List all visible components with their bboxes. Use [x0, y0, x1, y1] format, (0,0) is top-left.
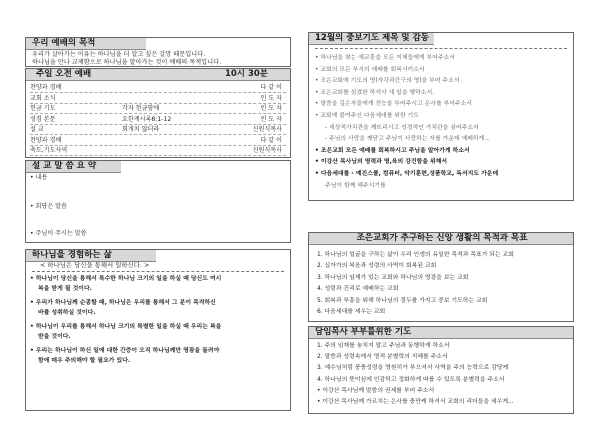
prayer-topic-item — [315, 157, 498, 169]
experience-list — [30, 274, 221, 370]
service-order-row — [30, 136, 286, 146]
service-order-box — [25, 68, 291, 158]
pastor-prayer-item — [317, 397, 514, 408]
bullet-glyph: • — [315, 112, 321, 119]
prayer-topic-text: 조은교회에 기도의 영(자각과간구의 영)을 부어 주소서 — [320, 78, 460, 85]
service-item-label: 찬양과 경배 — [30, 84, 62, 91]
experience-item-text: 바를 성취하실 것이다. — [38, 310, 96, 316]
pastor-prayer-item — [317, 341, 514, 352]
sermon-item-1: • 내용 — [30, 174, 48, 181]
service-item-leader: 인 도 자 — [260, 115, 282, 123]
bullet-glyph: • — [315, 89, 321, 96]
experience-item-line — [30, 274, 221, 284]
bullet-glyph: • — [315, 66, 321, 73]
experience-item-text: 함에 매우 주의해야 할 필요가 있다. — [38, 358, 131, 364]
bullet-glyph: • — [315, 147, 321, 154]
prayer-topic-text: 조은교회를 섬겼한 하석사 새 일을 행하소서. — [320, 89, 435, 96]
service-item-label: 찬양과 경배 — [30, 136, 62, 144]
prayer-topics-title: 12월의 중보기도 제목 및 감동 — [309, 33, 434, 45]
worship-purpose-box — [25, 37, 291, 67]
prayer-topic-text: 말씀을 깊은자들에게 전능을 부어주시고 은사를 부어주소서 — [320, 101, 472, 108]
service-order-row — [30, 125, 286, 135]
prayer-topic-item — [315, 181, 498, 193]
prayer-topic-text: 주님이 함께 해주시기를 — [325, 182, 386, 189]
bullet-glyph: • — [315, 78, 321, 85]
service-item-label: 성경 본문 — [30, 115, 56, 123]
prayer-topic-item — [315, 146, 498, 158]
sermon-item-1-text: 내용 — [35, 174, 48, 181]
prayer-topic-item — [315, 76, 498, 88]
bullet-glyph: • — [30, 276, 36, 282]
experience-item — [30, 274, 221, 294]
sermon-summary-box — [25, 160, 291, 243]
experience-item-line — [30, 322, 221, 332]
service-item-label: 축도,기도사역 — [30, 147, 68, 154]
service-order-row — [30, 104, 286, 114]
service-item-leader: 신원식목사 — [252, 147, 282, 154]
pastor-prayer-text: 이강산 목사님께 가르치는 은사를 충만케 하셔서 교회의 리더들을 세우게... — [322, 399, 514, 406]
prayer-topic-item — [315, 53, 498, 65]
bullet-glyph: • — [317, 399, 323, 406]
prayer-topic-item — [315, 169, 498, 181]
sermon-item-2-text: 회당은 말씀 — [35, 203, 67, 210]
bullet-glyph: • — [30, 324, 36, 330]
church-goal-item: 5. 회복과 부흥을 위해 하나님의 절두를 가지고 중보 기도하는 교회 — [317, 297, 488, 304]
experience-item-text: 하나님이 당신을 통해서 특수한 하나님 크기의 일을 하실 때 당신도 여시 — [35, 276, 222, 282]
experience-divider — [32, 271, 284, 272]
purpose-line-1: 우리가 살아가는 이유는 하나님을 더 알고 싶은 갈망 때문입니다. — [32, 51, 206, 58]
church-goal-item: 1. 하나님의 얼굴을 구하는 삶이 우리 인생의 유일한 목적과 목표가 되는 교회 — [317, 252, 514, 258]
service-item-label: 헌금 기도 — [30, 105, 56, 112]
service-item-detail: 요한계시록8:1-12 — [122, 115, 172, 123]
prayer-topic-text: 이강산 목사님의 영력과 영,육의 강건함을 위해서 — [320, 159, 448, 166]
service-item-detail: 회개치 않더라 — [122, 126, 160, 133]
church-goal-item: 2. 십자가의 복음과 성령의 사역이 회복된 교회 — [317, 263, 437, 270]
prayer-topic-item — [315, 88, 498, 100]
experience-item-text: 받을 것이다. — [38, 334, 71, 340]
pastor-prayer-text: 3. 예수님처럼 풍충성령을 영원히가 부으셔서 사역을 주의 능력으로 감당케 — [317, 365, 509, 372]
experience-item-text: 복을 받게 될 것이다. — [38, 286, 92, 292]
pastor-prayer-text: 4. 하나님의 뜻이심에 인감하고 정화하게 따를 수 있도록 분별력을 주소서 — [317, 376, 505, 383]
worship-purpose-title: 우리 예배의 목적 — [26, 38, 146, 50]
prayer-topic-item — [315, 134, 498, 146]
purpose-line-2: 하나님을 만나 교제함으로 하나님을 알아가는 것이 예배의 목적입니다. — [32, 59, 222, 66]
prayer-topic-text: 조은교회 모든 예배를 회복하시고 주님을 알아가게 하소서 — [320, 147, 470, 154]
pastor-prayer-item — [317, 352, 514, 363]
bullet-glyph: • — [315, 170, 321, 177]
bullet-glyph: • — [315, 159, 321, 166]
pastor-prayer-text: 1. 주의 임재를 놓치지 말고 주님과 동행하게 하소서 — [317, 343, 450, 349]
service-item-leader: 인 도 자 — [260, 105, 282, 112]
prayer-topic-text: 하나님을 찾는 예교훈을 모든 지체들에게 부어주소서 — [320, 55, 455, 61]
prayer-topic-item — [315, 99, 498, 111]
church-goals-box — [308, 232, 574, 322]
experience-subtitle: < 하나님은 당신을 통해서 일하신다. > — [40, 261, 150, 269]
experience-item — [30, 346, 221, 366]
bullet-glyph: • — [315, 55, 321, 61]
sermon-item-3-text: 주님이 주시는 말씀 — [35, 230, 87, 237]
pastor-prayer-title: 담임목사 부부를위한 기도 — [309, 327, 574, 339]
experience-item-line — [30, 332, 221, 342]
service-order-row — [30, 94, 286, 104]
service-title: 주일 오전 예배 — [26, 69, 291, 81]
prayer-topics-list — [315, 53, 498, 192]
experience-item — [30, 322, 221, 342]
experience-title: 하나님을 경험하는 삶 — [26, 250, 156, 262]
experience-box — [25, 249, 291, 411]
experience-item-line — [30, 284, 221, 294]
pastor-prayer-text: 이강산 목사님께 말씀의 권세를 부어 주소서 — [322, 387, 435, 394]
sermon-summary-title: 설 교 말 씀 요 약 — [26, 161, 121, 173]
experience-item-line — [30, 308, 221, 318]
bullet-glyph: • — [30, 300, 36, 306]
service-order-row — [30, 83, 286, 93]
bullet-glyph: • — [30, 348, 36, 354]
experience-item-text: 우리가 하나님께 순종할 때, 하나님은 우리를 통해서 그 분이 목적하신 — [35, 300, 216, 306]
experience-item-text: 우리는 하나님이 하신 일에 대한 간증이 오직 하나님께만 영광을 돌려야 — [35, 348, 220, 354]
service-order-row — [30, 115, 286, 125]
prayer-topic-item — [315, 111, 498, 123]
sermon-item-2: • 회당은 말씀 — [30, 203, 67, 210]
pastor-prayer-text: 2. 말씀과 성령속에서 영적 분별력의 지혜를 주소서 — [317, 354, 448, 361]
church-goal-item: 3. 하나님의 임재가 있는 교회와 하나님의 영광을 보는 교회 — [317, 274, 469, 281]
church-goals-list — [317, 250, 514, 318]
prayer-topic-text: - 세상적가치관을 깨뜨리시고 성경적인 가치관을 심어주소서 — [325, 124, 479, 131]
pastor-prayer-item — [317, 386, 514, 397]
experience-item-text: 하나님이 우리를 통해서 하나님 크기의 특별한 일을 하실 때 우리는 복을 — [35, 324, 222, 330]
bullet-glyph: • — [315, 101, 321, 108]
prayer-topic-item — [315, 65, 498, 77]
experience-item-line — [30, 346, 221, 356]
bullet-glyph: • — [317, 387, 323, 394]
prayer-topic-text: - 주님의 사랑을 깨닫고 주님이 사랑하는 자를 가운데 예배하게... — [325, 136, 490, 143]
service-item-detail: 각자 헌금함에 — [122, 105, 160, 112]
prayer-topic-text: 다음세대를 - 예진스쿨, 컴퓨터, 악기훈련,성품학교, 독서지도 가운데 — [320, 170, 499, 177]
prayer-topics-divider — [315, 48, 567, 49]
service-item-leader: 다 같 이 — [260, 136, 282, 144]
sermon-item-3: • 주님이 주시는 말씀 — [30, 230, 87, 237]
service-item-leader: 인 도 자 — [260, 94, 282, 102]
pastor-prayer-item — [317, 375, 514, 386]
service-item-leader: 신원식목사 — [252, 126, 282, 133]
pastor-prayer-list — [317, 341, 514, 408]
church-goals-title: 조은교회가 추구하는 신앙 생활의 목적과 목표 — [309, 233, 574, 245]
prayer-topic-text: 교회에 붙여주신 다음세대를 위한 기도 — [320, 112, 419, 119]
church-goal-item: 4. 성령과 진리로 예배하는 교회 — [317, 286, 399, 293]
service-item-label: 교회 소식 — [30, 94, 56, 102]
experience-item-line — [30, 298, 221, 308]
service-time: 10시 30분 — [224, 69, 268, 79]
experience-item-line — [30, 356, 221, 366]
church-goal-item: 6. 다음세대를 세우는 교회 — [317, 309, 386, 316]
prayer-topic-item — [315, 123, 498, 135]
prayer-topic-text: 교회의 모든 부서의 예배를 회복시키소서 — [320, 66, 425, 73]
pastor-prayer-box — [308, 326, 574, 414]
service-order-row — [30, 146, 286, 156]
experience-item — [30, 298, 221, 318]
pastor-prayer-item — [317, 363, 514, 374]
service-item-label: 설 교 — [30, 126, 44, 133]
service-item-leader: 다 같 이 — [260, 84, 282, 91]
prayer-topics-box — [308, 32, 574, 201]
